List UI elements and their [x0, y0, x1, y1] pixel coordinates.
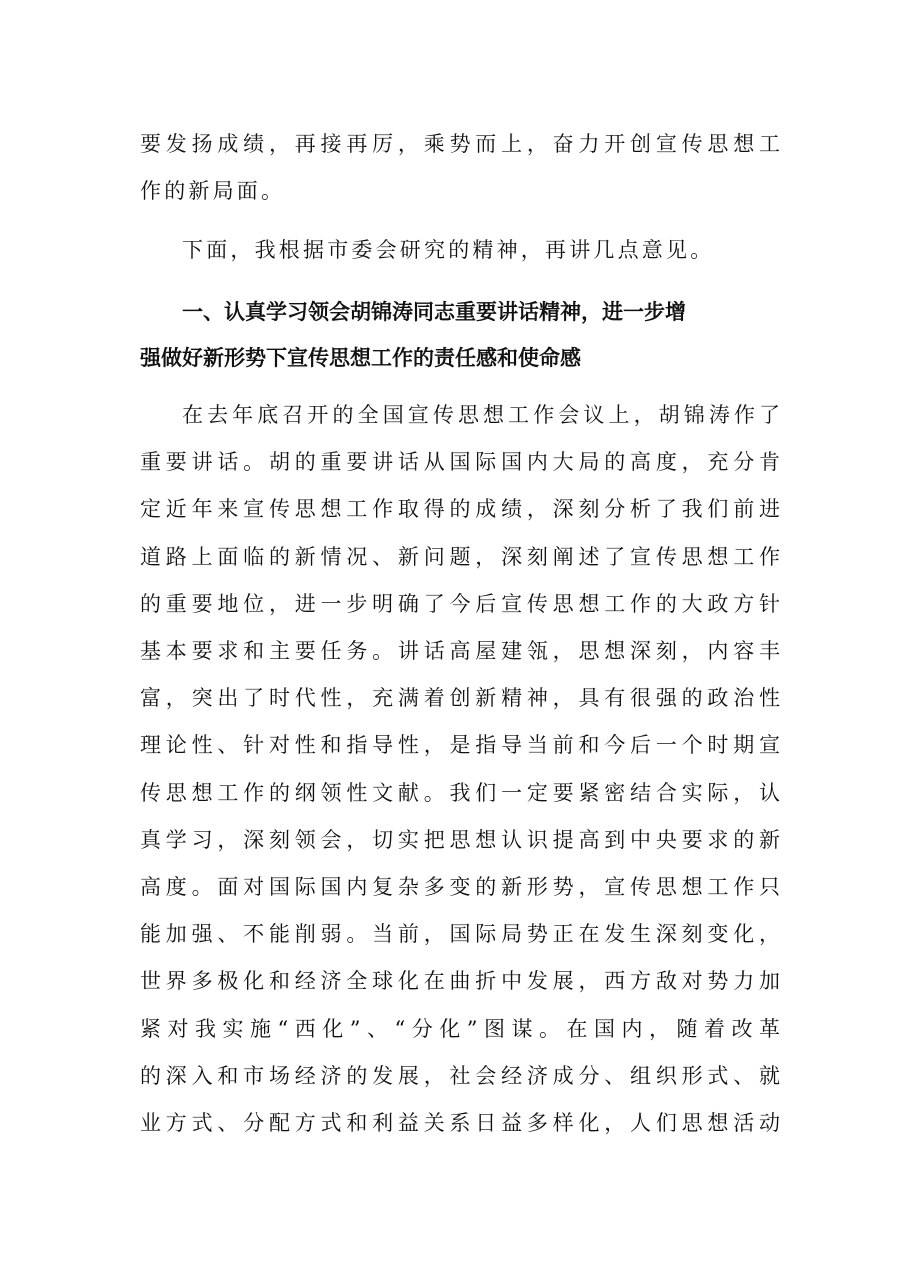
section-heading	[140, 289, 780, 381]
paragraph-line: 重要讲话。胡的重要讲话从国际国内大局的高度，充分肯	[140, 450, 780, 475]
paragraph-line: 的深入和市场经济的发展，社会经济成分、组织形式、就	[140, 1063, 780, 1088]
paragraph-line: 基本要求和主要任务。讲话高屋建瓴，思想深刻，内容丰	[140, 639, 780, 664]
transition-paragraph	[140, 227, 780, 274]
paragraph-line: 理论性、针对性和指导性，是指导当前和今后一个时期宣	[140, 733, 780, 758]
paragraph-line: 在去年底召开的全国宣传思想工作会议上，胡锦涛作了	[182, 403, 780, 427]
paragraph-line: 高度。面对国际国内复杂多变的新形势，宣传思想工作只	[140, 875, 780, 900]
heading-line: 强做好新形势下宣传思想工作的责任感和使命感	[140, 346, 581, 370]
paragraph-line: 业方式、分配方式和利益关系日益多样化，人们思想活动	[140, 1111, 780, 1136]
paragraph-line: 世界多极化和经济全球化在曲折中发展，西方敌对势力加	[140, 969, 780, 994]
paragraph-line: 道路上面临的新情况、新问题，深刻阐述了宣传思想工作	[140, 544, 780, 569]
paragraph-line: 的重要地位，进一步明确了今后宣传思想工作的大政方针	[140, 591, 780, 616]
paragraph-line: 能加强、不能削弱。当前，国际局势正在发生深刻变化，	[140, 922, 780, 947]
paragraph-line: 定近年来宣传思想工作取得的成绩，深刻分析了我们前进	[140, 497, 780, 522]
body-paragraph	[140, 392, 780, 1147]
paragraph-line: 富，突出了时代性，充满着创新精神，具有很强的政治性	[140, 686, 780, 711]
heading-line: 一、认真学习领会胡锦涛同志重要讲话精神，进一步增	[182, 300, 686, 324]
paragraph-line: 作的新局面。	[140, 179, 286, 204]
paragraph-line: 传思想工作的纲领性文献。我们一定要紧密结合实际，认	[140, 780, 780, 805]
intro-paragraph	[140, 121, 780, 215]
paragraph-line: 真学习，深刻领会，切实把思想认识提高到中央要求的新	[140, 827, 780, 852]
paragraph-line: 下面，我根据市委会研究的精神，再讲几点意见。	[182, 238, 715, 262]
paragraph-line: 要发扬成绩，再接再厉，乘势而上，奋力开创宣传思想工	[140, 132, 780, 156]
paragraph-line: 紧对我实施“西化”、“分化”图谋。在国内，随着改革	[140, 1016, 780, 1041]
